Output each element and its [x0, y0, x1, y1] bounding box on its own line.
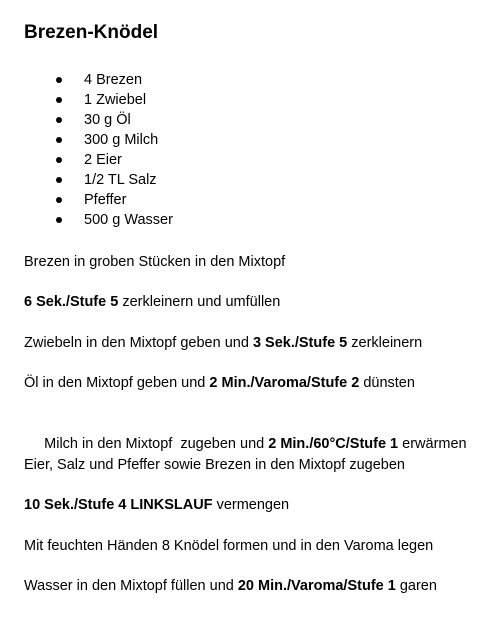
ingredient-text: 4 Brezen [84, 72, 143, 88]
bullet-icon [56, 210, 66, 230]
step-text: Öl in den Mixtopf geben und [24, 375, 210, 391]
instruction-step [24, 252, 285, 272]
step-text: dünsten [359, 375, 415, 391]
ingredient-text: 30 g Öl [84, 112, 131, 128]
instruction-step [24, 373, 415, 393]
instruction-step [24, 536, 433, 556]
instruction-step [24, 495, 289, 515]
step-text: zerkleinern [347, 335, 423, 351]
bullet-icon [56, 190, 66, 210]
step-text: Eier, Salz und Pfeffer sowie Brezen in den Mixtopf zugeben [24, 457, 405, 473]
bullet-icon [56, 70, 66, 90]
step-text: Milch in den Mixtopf zugeben und [40, 436, 269, 452]
step-text: garen [395, 578, 437, 594]
ingredient-text: 300 g Milch [84, 132, 159, 148]
ingredient-text: 500 g Wasser [84, 212, 173, 228]
step-text: Wasser in den Mixtopf füllen und [24, 578, 238, 594]
ingredient-text: 1/2 TL Salz [84, 172, 157, 188]
step-setting: 20 Min./Varoma/Stufe 1 [237, 578, 396, 594]
step-text: zerkleinern und umfüllen [118, 294, 281, 310]
ingredient-text: 2 Eier [84, 152, 122, 168]
bullet-icon [56, 90, 66, 110]
step-setting: 3 Sek./Stufe 5 [252, 335, 348, 351]
bullet-icon [56, 170, 66, 190]
bullet-icon [56, 130, 66, 150]
instruction-step [24, 455, 405, 475]
ingredient-text: 1 Zwiebel [84, 92, 147, 108]
instruction-step [24, 333, 422, 353]
step-setting: 2 Min./60°C/Stufe 1 [268, 436, 399, 452]
ingredient-text: Pfeffer [84, 192, 127, 208]
step-setting: 2 Min./Varoma/Stufe 2 [209, 375, 360, 391]
instruction-step [24, 576, 437, 596]
step-text: Zwiebeln in den Mixtopf geben und [24, 335, 253, 351]
bullet-icon [56, 150, 66, 170]
bullet-icon [56, 110, 66, 130]
step-text: Mit feuchten Händen 8 Knödel formen und in den Varoma legen [24, 538, 434, 554]
step-setting: 6 Sek./Stufe 5 [24, 294, 119, 310]
step-setting: 10 Sek./Stufe 4 LINKSLAUF [24, 497, 213, 513]
instruction-step [24, 292, 280, 312]
step-text: Brezen in groben Stücken in den Mixtopf [24, 254, 286, 270]
recipe-title: Brezen-Knödel [24, 22, 159, 43]
step-text: erwärmen [398, 436, 467, 452]
step-text: vermengen [212, 497, 290, 513]
